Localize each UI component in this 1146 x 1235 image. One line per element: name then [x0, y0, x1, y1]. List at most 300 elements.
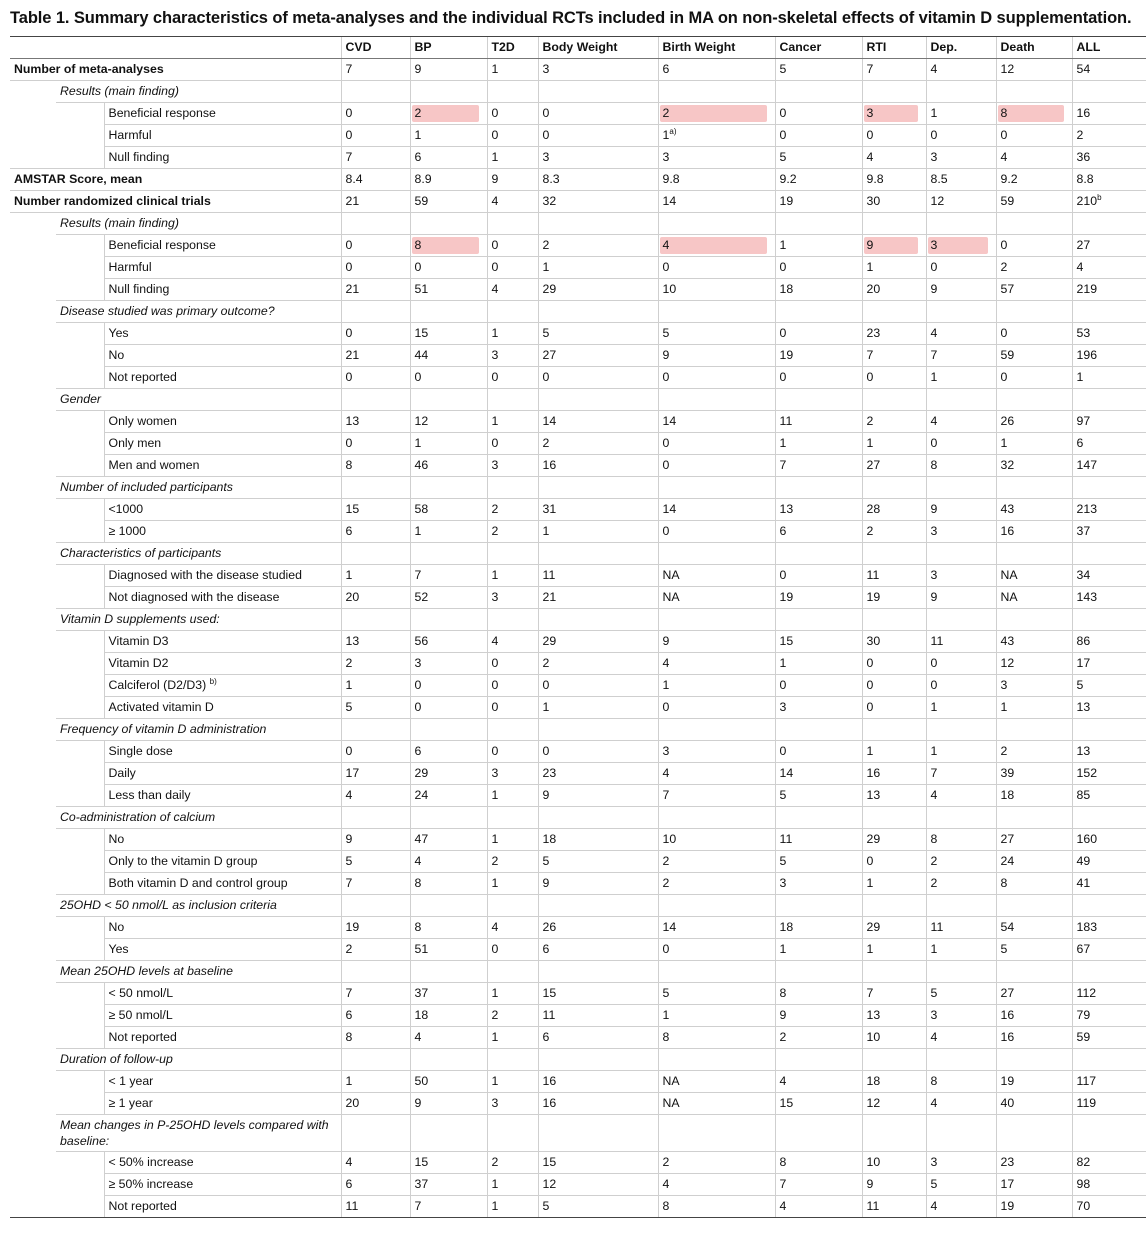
- table-row: [10, 1196, 1146, 1218]
- row-label-text: Not reported: [108, 370, 177, 384]
- value-text: 12: [542, 1177, 557, 1191]
- value-cell: [538, 1174, 658, 1196]
- value-text: 9.8: [866, 172, 884, 186]
- value-cell: [658, 1115, 775, 1152]
- value-cell: [658, 345, 775, 367]
- value-text: 3: [779, 876, 787, 890]
- value-cell: [926, 697, 996, 719]
- indent-cell: [10, 763, 56, 785]
- value-text: 20: [866, 282, 881, 296]
- indent-cell: [10, 851, 56, 873]
- value-cell: [487, 257, 538, 279]
- value-cell: [658, 719, 775, 741]
- value-cell: [1072, 81, 1146, 103]
- value-cell: [538, 1027, 658, 1049]
- value-cell: [410, 1174, 487, 1196]
- value-cell: [341, 521, 410, 543]
- row-label: [104, 1071, 341, 1093]
- value-text: 43: [1000, 634, 1015, 648]
- value-text: 28: [866, 502, 881, 516]
- value-text: 160: [1076, 832, 1098, 846]
- value-text: 23: [866, 326, 881, 340]
- indent-cell: [10, 807, 56, 829]
- value-text: 0: [345, 238, 353, 252]
- value-text: 3: [491, 766, 499, 780]
- row-label: [104, 653, 341, 675]
- value-text: 8: [779, 986, 787, 1000]
- value-cell: [658, 1093, 775, 1115]
- value-cell: [926, 1174, 996, 1196]
- value-cell: [862, 895, 926, 917]
- value-text: 12: [866, 1096, 881, 1110]
- value-cell: [862, 147, 926, 169]
- value-cell: [996, 213, 1072, 235]
- value-cell: [341, 939, 410, 961]
- value-text: 15: [779, 634, 794, 648]
- value-text: 5: [1000, 942, 1008, 956]
- value-text: 5: [662, 326, 670, 340]
- table-row: [10, 1027, 1146, 1049]
- value-cell: [341, 1093, 410, 1115]
- value-cell: [487, 477, 538, 499]
- highlight-mark: [998, 105, 1064, 122]
- value-cell: [1072, 983, 1146, 1005]
- value-cell: [538, 807, 658, 829]
- value-text: NA: [662, 590, 680, 604]
- value-cell: [926, 961, 996, 983]
- value-text: 4: [414, 854, 422, 868]
- value-cell: [996, 763, 1072, 785]
- value-text: 0: [662, 524, 670, 538]
- value-cell: [538, 1093, 658, 1115]
- value-cell: [410, 323, 487, 345]
- value-cell: [658, 609, 775, 631]
- row-label: [104, 565, 341, 587]
- value-cell: [658, 1152, 775, 1174]
- value-text: 1: [414, 436, 422, 450]
- value-cell: [775, 961, 862, 983]
- table-row-section: [10, 807, 1146, 829]
- row-label-text: Null finding: [108, 282, 170, 296]
- indent-cell: [56, 103, 104, 125]
- row-label: Number of meta-analyses: [10, 59, 341, 81]
- value-text: 147: [1076, 458, 1098, 472]
- value-text: 196: [1076, 348, 1098, 362]
- value-text: 17: [1000, 1177, 1015, 1191]
- value-cell: [862, 631, 926, 653]
- value-text: 0: [779, 568, 787, 582]
- value-cell: [996, 1152, 1072, 1174]
- row-label: [104, 873, 341, 895]
- value-text: 0: [662, 436, 670, 450]
- value-cell: [1072, 763, 1146, 785]
- value-text: NA: [662, 1074, 680, 1088]
- value-text: 14: [662, 194, 677, 208]
- indent-cell: [10, 719, 56, 741]
- value-text: 0: [345, 128, 353, 142]
- value-cell: [658, 455, 775, 477]
- value-cell: [1072, 147, 1146, 169]
- row-label: [104, 631, 341, 653]
- value-cell: [996, 1174, 1072, 1196]
- value-cell: [538, 279, 658, 301]
- value-cell: [1072, 785, 1146, 807]
- section-label: Mean 25OHD levels at baseline: [56, 961, 341, 983]
- value-cell: [487, 499, 538, 521]
- value-text: 7: [866, 986, 874, 1000]
- value-cell: [341, 301, 410, 323]
- value-text: 18: [866, 1074, 881, 1088]
- value-cell: [775, 477, 862, 499]
- value-text: 16: [866, 766, 881, 780]
- value-cell: [862, 763, 926, 785]
- row-label: [104, 983, 341, 1005]
- table-row: [10, 675, 1146, 697]
- value-text: 112: [1076, 986, 1097, 1000]
- value-text: 9.2: [779, 172, 797, 186]
- value-cell: [341, 697, 410, 719]
- row-label-text: < 50 nmol/L: [108, 986, 174, 1000]
- footnote-marker: b): [209, 676, 217, 686]
- value-cell: [487, 961, 538, 983]
- value-text: 2: [491, 502, 499, 516]
- value-text: 27: [542, 348, 557, 362]
- value-cell: [658, 521, 775, 543]
- indent-cell: [56, 125, 104, 147]
- value-cell: [487, 719, 538, 741]
- value-cell: [341, 477, 410, 499]
- table-row: [10, 103, 1146, 125]
- section-label: Characteristics of participants: [56, 543, 341, 565]
- column-header: Birth Weight: [658, 37, 775, 59]
- indent-cell: [10, 785, 56, 807]
- value-cell: [658, 895, 775, 917]
- row-label: [104, 1005, 341, 1027]
- value-text: 9: [866, 238, 874, 252]
- value-text: 20: [345, 590, 360, 604]
- indent-cell: [56, 455, 104, 477]
- row-label: [104, 1152, 341, 1174]
- value-cell: [1072, 1071, 1146, 1093]
- value-cell: [341, 1005, 410, 1027]
- table-row: [10, 939, 1146, 961]
- value-cell: [487, 59, 538, 81]
- value-text: 32: [542, 194, 557, 208]
- value-text: 21: [345, 348, 360, 362]
- value-cell: [341, 719, 410, 741]
- value-text: 1: [491, 1177, 499, 1191]
- table-row-section: [10, 389, 1146, 411]
- value-cell: [658, 1174, 775, 1196]
- table-row: [10, 279, 1146, 301]
- row-label-text: < 50% increase: [108, 1155, 194, 1169]
- value-cell: [926, 807, 996, 829]
- table-row-section: [10, 719, 1146, 741]
- value-cell: [1072, 477, 1146, 499]
- value-text: 0: [491, 700, 499, 714]
- value-text: 51: [414, 282, 429, 296]
- indent-cell: [56, 323, 104, 345]
- value-text: 0: [491, 744, 499, 758]
- value-text: 2: [662, 876, 670, 890]
- indent-cell: [56, 631, 104, 653]
- value-text: 4: [779, 1199, 787, 1213]
- value-text: 16: [1000, 1030, 1015, 1044]
- value-text: 0: [866, 700, 874, 714]
- value-text: 213: [1076, 502, 1098, 516]
- value-cell: [341, 1174, 410, 1196]
- indent-cell: [10, 1005, 56, 1027]
- value-cell: [341, 455, 410, 477]
- value-text: 1: [491, 414, 499, 428]
- value-cell: [487, 389, 538, 411]
- value-text: 1: [662, 1008, 670, 1022]
- value-cell: [410, 389, 487, 411]
- value-cell: [1072, 917, 1146, 939]
- value-text: 5: [542, 1199, 550, 1213]
- value-cell: [926, 675, 996, 697]
- value-text: 2: [930, 876, 938, 890]
- value-cell: [658, 323, 775, 345]
- value-cell: [1072, 499, 1146, 521]
- value-text: 1: [662, 678, 670, 692]
- value-text: 1: [491, 326, 499, 340]
- value-cell: [996, 697, 1072, 719]
- value-cell: [410, 961, 487, 983]
- row-label-text: No: [108, 348, 125, 362]
- value-text: 1: [542, 260, 550, 274]
- value-cell: [487, 653, 538, 675]
- value-text: 58: [414, 502, 429, 516]
- value-text: 8.8: [1076, 172, 1094, 186]
- value-cell: [775, 1071, 862, 1093]
- indent-cell: [56, 675, 104, 697]
- value-text: 6: [662, 62, 670, 76]
- value-cell: [410, 147, 487, 169]
- value-cell: [1072, 59, 1146, 81]
- value-cell: [1072, 939, 1146, 961]
- table-row-section: [10, 1049, 1146, 1071]
- value-cell: [487, 609, 538, 631]
- value-cell: [341, 125, 410, 147]
- value-cell: [862, 235, 926, 257]
- indent-cell: [10, 543, 56, 565]
- value-text: 0: [779, 260, 787, 274]
- table-row: [10, 455, 1146, 477]
- value-text: 39: [1000, 766, 1015, 780]
- value-text: 9: [662, 348, 670, 362]
- value-cell: [410, 851, 487, 873]
- value-text: NA: [662, 568, 680, 582]
- value-text: 56: [414, 634, 429, 648]
- row-label: Number randomized clinical trials: [10, 191, 341, 213]
- value-text: 59: [414, 194, 429, 208]
- value-cell: [1072, 323, 1146, 345]
- value-cell: [658, 917, 775, 939]
- value-text: 4: [779, 1074, 787, 1088]
- table-row: [10, 1174, 1146, 1196]
- value-cell: [775, 1049, 862, 1071]
- indent-cell: [10, 565, 56, 587]
- value-text: 6: [414, 150, 422, 164]
- value-text: 14: [779, 766, 794, 780]
- value-cell: [862, 279, 926, 301]
- value-cell: [1072, 609, 1146, 631]
- value-cell: [775, 1196, 862, 1218]
- value-text: 11: [779, 414, 793, 428]
- value-text: 13: [345, 634, 360, 648]
- value-text: 0: [866, 678, 874, 692]
- value-text: 2: [491, 1008, 499, 1022]
- value-text: 2: [345, 942, 353, 956]
- value-cell: [410, 477, 487, 499]
- value-text: 0: [542, 744, 550, 758]
- value-cell: [996, 103, 1072, 125]
- value-cell: [862, 565, 926, 587]
- row-label: [104, 675, 341, 697]
- table-row-section: [10, 543, 1146, 565]
- value-text: 6: [345, 1008, 353, 1022]
- indent-cell: [56, 565, 104, 587]
- indent-cell: [10, 653, 56, 675]
- row-label-text: Not diagnosed with the disease: [108, 590, 280, 604]
- footnote-marker: b: [1097, 192, 1102, 202]
- row-label-text: Daily: [108, 766, 136, 780]
- value-cell: [862, 719, 926, 741]
- indent-cell: [10, 301, 56, 323]
- highlight-mark: [660, 105, 767, 122]
- value-text: 3: [930, 568, 938, 582]
- row-label-text: Only to the vitamin D group: [108, 854, 258, 868]
- value-cell: [658, 1071, 775, 1093]
- value-cell: [775, 543, 862, 565]
- value-cell: [775, 59, 862, 81]
- value-text: NA: [1000, 568, 1018, 582]
- row-label-text: Not reported: [108, 1199, 177, 1213]
- value-cell: [341, 345, 410, 367]
- value-text: 9: [930, 502, 938, 516]
- value-cell: [862, 1174, 926, 1196]
- value-text: 2: [491, 524, 499, 538]
- value-text: 16: [1000, 524, 1015, 538]
- value-text: 2: [542, 238, 550, 252]
- value-cell: [538, 719, 658, 741]
- indent-cell: [10, 609, 56, 631]
- value-text: 219: [1076, 282, 1098, 296]
- row-label: [104, 829, 341, 851]
- indent-cell: [56, 1093, 104, 1115]
- value-cell: [487, 323, 538, 345]
- value-cell: [341, 1027, 410, 1049]
- value-cell: [658, 103, 775, 125]
- value-cell: [862, 433, 926, 455]
- value-cell: [538, 169, 658, 191]
- table-row: [10, 785, 1146, 807]
- value-text: 4: [345, 788, 353, 802]
- value-cell: [658, 81, 775, 103]
- section-label: Duration of follow-up: [56, 1049, 341, 1071]
- value-text: 12: [1000, 656, 1015, 670]
- value-text: 3: [491, 1096, 499, 1110]
- row-label-text: Diagnosed with the disease studied: [108, 568, 302, 582]
- value-text: 6: [345, 1177, 353, 1191]
- value-text: 15: [779, 1096, 794, 1110]
- value-text: 43: [1000, 502, 1015, 516]
- row-label-text: ≥ 1000: [108, 524, 147, 538]
- value-cell: [996, 1093, 1072, 1115]
- value-cell: [658, 1196, 775, 1218]
- value-cell: [996, 587, 1072, 609]
- value-cell: [410, 235, 487, 257]
- value-text: 11: [345, 1199, 359, 1213]
- value-text: 2: [491, 1155, 499, 1169]
- value-cell: [538, 235, 658, 257]
- row-label: [104, 103, 341, 125]
- value-text: 27: [866, 458, 881, 472]
- value-text: 8: [662, 1199, 670, 1213]
- value-cell: [775, 1174, 862, 1196]
- value-cell: [775, 345, 862, 367]
- table-row-main: [10, 59, 1146, 81]
- value-cell: [341, 917, 410, 939]
- value-cell: [996, 147, 1072, 169]
- value-text: 29: [414, 766, 429, 780]
- section-label: Vitamin D supplements used:: [56, 609, 341, 631]
- value-cell: [410, 917, 487, 939]
- value-cell: [658, 213, 775, 235]
- value-cell: [341, 565, 410, 587]
- value-text: 13: [1076, 744, 1091, 758]
- value-cell: [862, 609, 926, 631]
- value-text: 2: [866, 414, 874, 428]
- value-cell: [410, 631, 487, 653]
- value-cell: [1072, 1196, 1146, 1218]
- value-cell: [862, 81, 926, 103]
- indent-cell: [56, 345, 104, 367]
- value-cell: [996, 983, 1072, 1005]
- value-cell: [862, 1093, 926, 1115]
- header-label-cell: [10, 37, 341, 59]
- section-label: Mean changes in P-25OHD levels compared with baseline:: [56, 1115, 341, 1152]
- value-text: 41: [1076, 876, 1091, 890]
- section-label: Gender: [56, 389, 341, 411]
- value-text: 11: [866, 1199, 880, 1213]
- value-text: 5: [345, 854, 353, 868]
- value-cell: [341, 59, 410, 81]
- value-cell: [487, 1071, 538, 1093]
- value-text: 3: [930, 238, 938, 252]
- value-text: 4: [930, 788, 938, 802]
- value-text: 1: [779, 942, 787, 956]
- row-label-text: Activated vitamin D: [108, 700, 214, 714]
- table-row-section: [10, 213, 1146, 235]
- value-text: 79: [1076, 1008, 1091, 1022]
- value-cell: [1072, 521, 1146, 543]
- value-cell: [487, 125, 538, 147]
- value-cell: [775, 675, 862, 697]
- value-cell: [341, 1115, 410, 1152]
- value-text: 7: [345, 986, 353, 1000]
- value-cell: [341, 873, 410, 895]
- value-cell: [996, 1115, 1072, 1152]
- value-text: 16: [542, 1096, 557, 1110]
- indent-cell: [10, 103, 56, 125]
- indent-cell: [10, 279, 56, 301]
- value-cell: [658, 763, 775, 785]
- value-text: 2: [779, 1030, 787, 1044]
- indent-cell: [10, 895, 56, 917]
- value-cell: [538, 609, 658, 631]
